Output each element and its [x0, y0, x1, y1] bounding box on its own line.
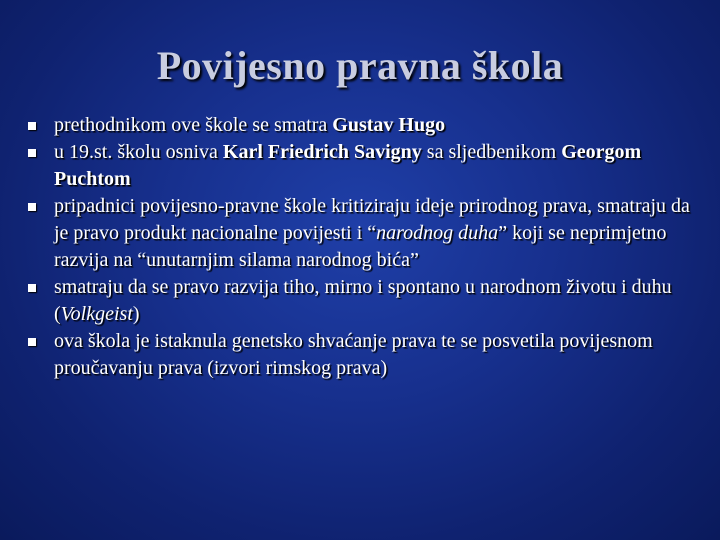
bullet-text-italic: Volkgeist [60, 303, 133, 325]
square-bullet-icon [28, 338, 36, 346]
bullet-text: prethodnikom ove škole se smatra [54, 114, 333, 136]
square-bullet-icon [28, 284, 36, 292]
bullet-text-bold: Georgom Puchtom [54, 141, 642, 190]
bullet-item [26, 328, 696, 382]
square-bullet-icon [28, 122, 36, 130]
bullet-item [26, 193, 696, 274]
square-bullet-icon [28, 149, 36, 157]
bullet-item [26, 274, 696, 328]
slide-title: Povijesno pravna škola [156, 43, 564, 88]
bullet-text: ova škola je istaknula genetsko shvaćanje prava te se posvetila povijesnom proučavanju prava (izvori rimskog prava) [54, 330, 653, 379]
bullet-text-bold: Karl Friedrich Savigny [222, 141, 422, 163]
bullet-text: ) [132, 303, 140, 325]
bullet-text-italic: narodnog duha [376, 222, 499, 244]
square-bullet-icon [28, 203, 36, 211]
bullet-list [26, 112, 696, 382]
bullet-text: smatraju da se pravo razvija tiho, mirno i spontano u narodnom životu i duhu ( [54, 276, 672, 325]
bullet-text: pripadnici povijesno-pravne škole kritiziraju ideje prirodnog prava, smatraju da je pravo produkt nacionalne povijesti i “ [54, 195, 690, 244]
bullet-item [26, 139, 696, 193]
bullet-text: sa sljedbenikom [421, 141, 562, 163]
bullet-item [26, 112, 696, 139]
bullet-text-bold: Gustav Hugo [332, 114, 446, 136]
bullet-text: ” koji se neprimjetno razvija na “unutarnjim silama narodnog bića” [54, 222, 667, 271]
bullet-text: u 19.st. školu osniva [54, 141, 223, 163]
